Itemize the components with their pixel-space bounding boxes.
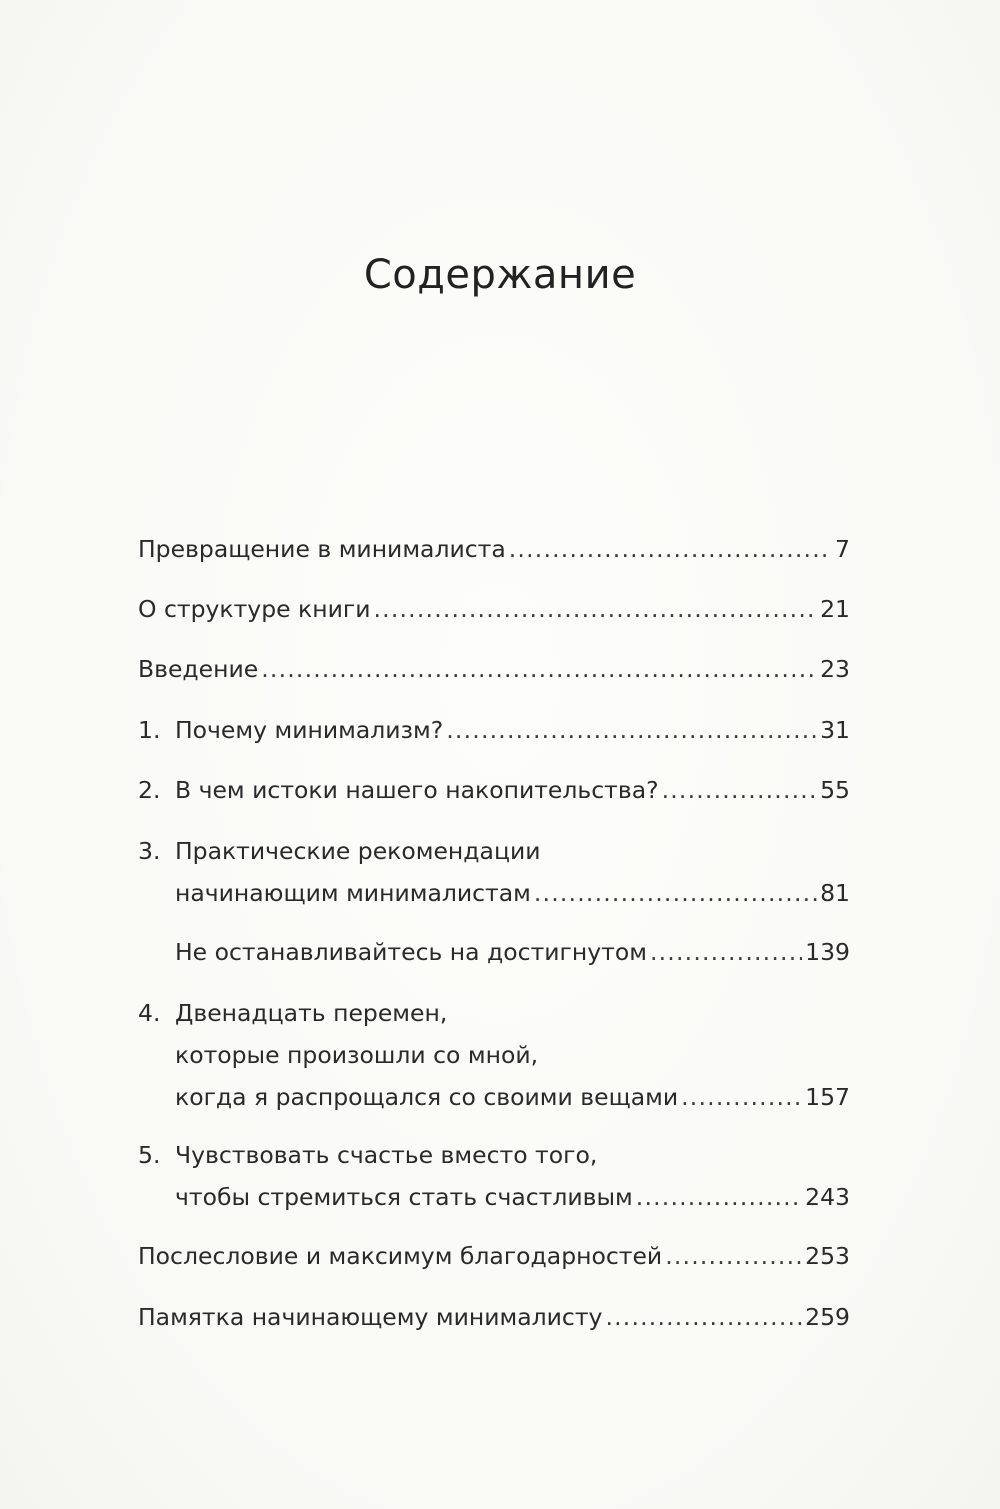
page-title: Содержание <box>363 252 637 298</box>
toc-entry[interactable] <box>138 594 850 624</box>
dot-leader <box>636 1182 802 1212</box>
dot-leader <box>446 715 817 745</box>
toc-entry-title: Практические рекомендации <box>175 837 541 865</box>
dot-leader <box>650 937 802 967</box>
toc-entry-title: которые произошли со мной, <box>175 1041 539 1069</box>
toc-entry-line <box>138 998 850 1028</box>
toc-page-number: 81 <box>820 879 850 907</box>
toc-entry-title: чтобы стремиться стать счастливым <box>175 1183 633 1211</box>
dot-leader <box>665 1241 802 1271</box>
toc-page-number: 157 <box>805 1083 850 1111</box>
toc-entry-title: Послесловие и максимум благодарностей <box>138 1242 663 1270</box>
toc-entry-title: Не останавливайтесь на достигнутом <box>175 938 647 966</box>
toc-entry[interactable] <box>138 534 850 564</box>
toc-entry-line <box>138 937 850 967</box>
chapter-number: 1. <box>138 716 161 744</box>
chapter-number: 3. <box>138 837 161 865</box>
toc-entry-title: Превращение в минималиста <box>138 535 506 563</box>
toc-entry[interactable] <box>138 654 850 684</box>
toc-entry-line <box>138 1241 850 1271</box>
toc-page-number: 21 <box>820 595 850 623</box>
toc-entry-title: начинающим минималистам <box>175 879 531 907</box>
toc-entry-title: когда я распрощался со своими вещами <box>175 1083 679 1111</box>
toc-entry-line <box>138 534 850 564</box>
toc-entry[interactable] <box>138 836 850 908</box>
chapter-number: 2. <box>138 776 161 804</box>
chapter-number: 4. <box>138 999 161 1027</box>
dot-leader <box>605 1302 802 1332</box>
toc-entry-title: Памятка начинающему минималисту <box>138 1303 603 1331</box>
toc-entry-line <box>138 1040 850 1070</box>
toc-entry[interactable] <box>138 1140 850 1212</box>
toc-entry[interactable] <box>138 998 850 1112</box>
toc-entry-line <box>138 1082 850 1112</box>
dot-leader <box>534 878 817 908</box>
toc-entry-line <box>138 878 850 908</box>
toc-entry-title: О структуре книги <box>138 595 371 623</box>
toc-page-number: 23 <box>820 655 850 683</box>
toc-entry-line <box>138 1302 850 1332</box>
toc-page-number: 139 <box>805 938 850 966</box>
toc-entry-line <box>138 654 850 684</box>
toc-entry-line <box>138 1182 850 1212</box>
toc-entry-line <box>138 1140 850 1170</box>
toc-entry-title: Двенадцать перемен, <box>175 999 448 1027</box>
toc-entry[interactable] <box>138 1302 850 1332</box>
toc-entry-title: Введение <box>138 655 259 683</box>
toc-entry-title: Почему минимализм? <box>175 716 444 744</box>
dot-leader <box>261 654 817 684</box>
toc-entry-title: Чувствовать счастье вместо того, <box>175 1141 598 1169</box>
toc-entry[interactable] <box>138 1241 850 1271</box>
dot-leader <box>681 1082 802 1112</box>
toc-entry-line <box>138 715 850 745</box>
toc-entry[interactable] <box>138 937 850 967</box>
toc-page-number: 31 <box>820 716 850 744</box>
toc-entry-line <box>138 836 850 866</box>
toc-entry-line <box>138 594 850 624</box>
toc-page-number: 243 <box>805 1183 850 1211</box>
toc-entry-title: В чем истоки нашего накопительства? <box>175 776 659 804</box>
toc-entry-line <box>138 775 850 805</box>
dot-leader <box>374 594 818 624</box>
toc-page-number: 7 <box>835 535 850 563</box>
toc-entry[interactable] <box>138 715 850 745</box>
toc-page-number: 259 <box>805 1303 850 1331</box>
chapter-number: 5. <box>138 1141 161 1169</box>
dot-leader <box>509 534 832 564</box>
dot-leader <box>662 775 818 805</box>
toc-page-number: 55 <box>820 776 850 804</box>
toc-entry[interactable] <box>138 775 850 805</box>
toc-page-number: 253 <box>805 1242 850 1270</box>
